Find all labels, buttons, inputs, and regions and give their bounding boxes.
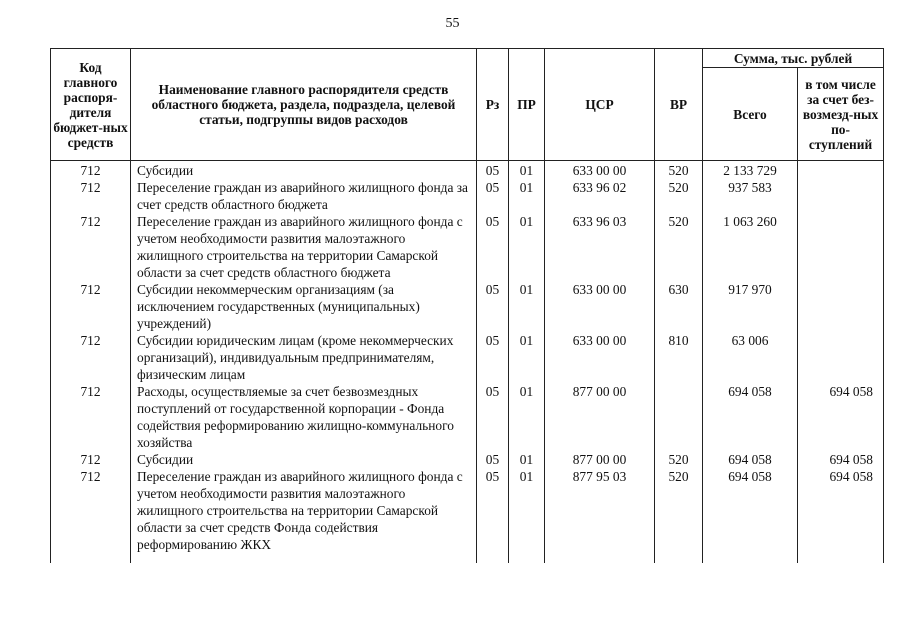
header-pr: ПР	[509, 49, 545, 161]
cell-rz: 05	[477, 281, 509, 332]
cell-total: 694 058	[703, 468, 798, 563]
cell-csr: 877 00 00	[545, 383, 655, 451]
cell-name: Субсидии	[131, 451, 477, 468]
cell-code: 712	[51, 213, 131, 281]
page-number: 55	[445, 16, 460, 31]
cell-csr: 633 96 02	[545, 179, 655, 213]
table-row	[51, 332, 884, 383]
table-row	[51, 383, 884, 451]
cell-csr: 877 00 00	[545, 451, 655, 468]
cell-total: 694 058	[703, 383, 798, 451]
cell-vr: 520	[655, 179, 703, 213]
budget-table	[50, 48, 884, 563]
table-body	[51, 161, 884, 564]
cell-total: 2 133 729	[703, 161, 798, 180]
table-row	[51, 161, 884, 180]
header-grant: в том числе за счет без-возмезд-ных по-ступлений	[798, 68, 884, 161]
cell-rz: 05	[477, 451, 509, 468]
cell-vr: 630	[655, 281, 703, 332]
cell-code: 712	[51, 451, 131, 468]
cell-code: 712	[51, 161, 131, 180]
header-total: Всего	[703, 68, 798, 161]
cell-name: Субсидии	[131, 161, 477, 180]
cell-pr: 01	[509, 451, 545, 468]
cell-vr: 520	[655, 468, 703, 563]
cell-name: Расходы, осуществляемые за счет безвозмездных поступлений от государственной корпорации - Фонда содействия реформированию жилищно-коммунального хозяйства	[131, 383, 477, 451]
cell-grant	[798, 213, 884, 281]
cell-vr: 520	[655, 451, 703, 468]
cell-grant: 694 058	[798, 383, 884, 451]
cell-pr: 01	[509, 332, 545, 383]
cell-code: 712	[51, 281, 131, 332]
header-csr: ЦСР	[545, 49, 655, 161]
cell-total: 1 063 260	[703, 213, 798, 281]
cell-grant	[798, 161, 884, 180]
table-row	[51, 468, 884, 563]
cell-name: Переселение граждан из аварийного жилищного фонда с учетом необходимости развития малоэтажного жилищного строительства на территории Самарской области за счет средств Фонда содействия реформированию ЖКХ	[131, 468, 477, 563]
header-name: Наименование главного распорядителя средств областного бюджета, раздела, подраздела, целевой статьи, подгруппы видов расходов	[131, 49, 477, 161]
cell-name: Субсидии юридическим лицам (кроме некоммерческих организаций), индивидуальным предпринимателям, физическим лицам	[131, 332, 477, 383]
cell-pr: 01	[509, 213, 545, 281]
table-header	[51, 49, 884, 161]
cell-pr: 01	[509, 161, 545, 180]
header-vr: ВР	[655, 49, 703, 161]
cell-csr: 633 96 03	[545, 213, 655, 281]
cell-name: Субсидии некоммерческим организациям (за исключением государственных (муниципальных) учреждений)	[131, 281, 477, 332]
table-row	[51, 213, 884, 281]
cell-vr: 520	[655, 161, 703, 180]
table-row	[51, 281, 884, 332]
cell-code: 712	[51, 383, 131, 451]
cell-grant	[798, 179, 884, 213]
cell-rz: 05	[477, 332, 509, 383]
header-code: Код главного распоря-дителя бюджет-ных средств	[51, 49, 131, 161]
cell-grant: 694 058	[798, 451, 884, 468]
table-row	[51, 451, 884, 468]
cell-rz: 05	[477, 468, 509, 563]
cell-rz: 05	[477, 161, 509, 180]
cell-vr: 520	[655, 213, 703, 281]
cell-pr: 01	[509, 179, 545, 213]
cell-csr: 633 00 00	[545, 281, 655, 332]
cell-pr: 01	[509, 383, 545, 451]
cell-pr: 01	[509, 281, 545, 332]
cell-code: 712	[51, 179, 131, 213]
cell-grant: 694 058	[798, 468, 884, 563]
cell-rz: 05	[477, 179, 509, 213]
cell-total: 63 006	[703, 332, 798, 383]
cell-code: 712	[51, 332, 131, 383]
cell-total: 694 058	[703, 451, 798, 468]
cell-grant	[798, 281, 884, 332]
cell-csr: 877 95 03	[545, 468, 655, 563]
cell-pr: 01	[509, 468, 545, 563]
cell-total: 937 583	[703, 179, 798, 213]
cell-name: Переселение граждан из аварийного жилищного фонда с учетом необходимости развития малоэтажного жилищного строительства на территории Самарской области за счет средств областного бюджета	[131, 213, 477, 281]
cell-csr: 633 00 00	[545, 161, 655, 180]
cell-name: Переселение граждан из аварийного жилищного фонда за счет средств областного бюджета	[131, 179, 477, 213]
cell-vr	[655, 383, 703, 451]
cell-code: 712	[51, 468, 131, 563]
header-rz: Рз	[477, 49, 509, 161]
cell-grant	[798, 332, 884, 383]
header-sum: Сумма, тыс. рублей	[703, 49, 884, 68]
cell-rz: 05	[477, 213, 509, 281]
cell-vr: 810	[655, 332, 703, 383]
cell-total: 917 970	[703, 281, 798, 332]
cell-csr: 633 00 00	[545, 332, 655, 383]
table-row	[51, 179, 884, 213]
cell-rz: 05	[477, 383, 509, 451]
